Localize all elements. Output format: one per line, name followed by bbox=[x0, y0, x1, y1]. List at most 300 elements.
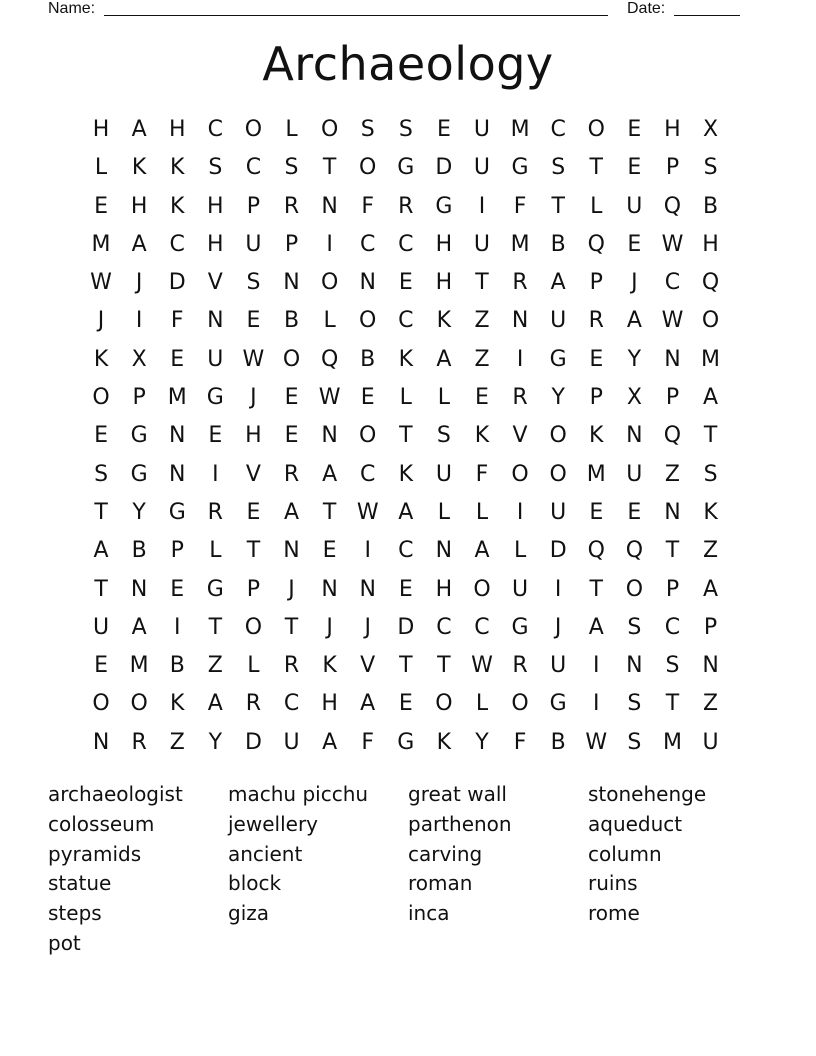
grid-cell: L bbox=[323, 308, 336, 334]
grid-cell: U bbox=[702, 729, 719, 755]
grid-cell: B bbox=[169, 653, 185, 679]
grid-cell: O bbox=[282, 346, 301, 372]
word-list-item: block bbox=[228, 871, 282, 896]
grid-cell: N bbox=[359, 576, 376, 602]
grid-cell: G bbox=[206, 385, 224, 411]
grid-cell: T bbox=[589, 155, 603, 181]
grid-cell: T bbox=[475, 270, 489, 296]
grid-cell: M bbox=[586, 461, 606, 487]
date-blank-line bbox=[674, 0, 740, 16]
grid-cell: W bbox=[356, 499, 379, 525]
grid-cell: R bbox=[283, 653, 300, 679]
grid-cell: C bbox=[398, 308, 414, 334]
grid-cell: E bbox=[627, 499, 642, 525]
grid-cell: W bbox=[242, 346, 265, 372]
grid-cell: E bbox=[246, 499, 261, 525]
grid-cell: T bbox=[208, 614, 223, 640]
grid-row bbox=[82, 264, 730, 302]
grid-cell: L bbox=[94, 155, 108, 181]
word-list-item: ruins bbox=[588, 871, 638, 896]
grid-cell: G bbox=[168, 499, 186, 525]
word-list-item: steps bbox=[48, 901, 102, 926]
word-list-item: machu picchu bbox=[228, 782, 369, 806]
grid-cell: C bbox=[398, 538, 414, 564]
word-list-item: pot bbox=[48, 930, 81, 955]
grid-cell: Q bbox=[587, 538, 605, 564]
grid-cell: E bbox=[436, 117, 451, 142]
grid-cell: U bbox=[626, 193, 643, 219]
grid-cell: A bbox=[436, 346, 452, 372]
grid-cell: D bbox=[435, 155, 453, 181]
grid-cell: S bbox=[208, 155, 223, 181]
grid-row bbox=[82, 226, 730, 264]
word-list-item: statue bbox=[48, 871, 112, 896]
grid-cell: D bbox=[549, 538, 567, 564]
grid-row bbox=[82, 341, 730, 379]
grid-cell: A bbox=[626, 308, 642, 334]
grid-cell: J bbox=[364, 614, 371, 640]
grid-cell: N bbox=[321, 193, 338, 219]
grid-cell: I bbox=[212, 461, 219, 487]
grid-cell: Z bbox=[474, 346, 490, 372]
grid-cell: U bbox=[245, 231, 262, 257]
grid-cell: E bbox=[170, 576, 185, 602]
grid-cell: M bbox=[662, 729, 682, 755]
grid-cell: P bbox=[589, 385, 603, 411]
grid-cell: N bbox=[207, 308, 224, 334]
grid-cell: O bbox=[625, 576, 644, 602]
grid-cell: P bbox=[589, 270, 603, 296]
grid-cell: O bbox=[435, 691, 453, 717]
grid-cell: Q bbox=[320, 346, 339, 372]
grid-cell: N bbox=[169, 461, 186, 487]
grid-cell: U bbox=[283, 729, 300, 755]
grid-cell: R bbox=[512, 385, 528, 411]
grid-cell: F bbox=[475, 461, 489, 487]
grid-cell: K bbox=[474, 423, 490, 449]
grid-cell: Y bbox=[208, 729, 223, 755]
grid-cell: T bbox=[246, 538, 261, 564]
grid-cell: O bbox=[244, 614, 263, 640]
grid-cell: O bbox=[359, 423, 377, 449]
grid-cell: E bbox=[94, 423, 108, 449]
page-title: Archaeology bbox=[262, 37, 554, 91]
word-list-item: parthenon bbox=[408, 811, 512, 836]
grid-cell: W bbox=[585, 729, 608, 755]
grid-cell: I bbox=[516, 346, 524, 372]
grid-cell: Q bbox=[625, 538, 644, 564]
grid-cell: H bbox=[92, 117, 110, 142]
grid-cell: M bbox=[510, 231, 530, 257]
grid-cell: Z bbox=[703, 691, 719, 717]
grid-cell: P bbox=[284, 231, 299, 257]
grid-cell: C bbox=[207, 117, 224, 142]
grid-cell: P bbox=[170, 538, 184, 564]
word-list bbox=[48, 780, 768, 959]
grid-cell: K bbox=[436, 308, 452, 334]
grid-cell: N bbox=[664, 499, 681, 525]
grid-cell: S bbox=[94, 461, 109, 487]
grid-cell: T bbox=[589, 576, 603, 602]
grid-cell: K bbox=[589, 423, 604, 449]
grid-cell: N bbox=[626, 423, 643, 449]
grid-cell: G bbox=[130, 423, 148, 449]
grid-cell: R bbox=[398, 193, 414, 219]
grid-cell: G bbox=[511, 155, 529, 181]
grid-cell: E bbox=[284, 385, 299, 411]
grid-cell: U bbox=[207, 346, 224, 372]
grid-cell: Q bbox=[663, 423, 682, 449]
grid-cell: E bbox=[589, 346, 604, 372]
grid-cell: G bbox=[397, 155, 415, 181]
grid-cell: Q bbox=[587, 231, 605, 257]
grid-cell: Q bbox=[663, 193, 682, 219]
grid-cell: T bbox=[399, 653, 413, 679]
grid-cell: H bbox=[168, 117, 186, 142]
grid-cell: I bbox=[173, 614, 181, 640]
grid-cell: A bbox=[322, 729, 338, 755]
word-list-item: giza bbox=[228, 901, 270, 926]
grid-cell: R bbox=[207, 499, 223, 525]
grid-cell: E bbox=[398, 270, 413, 296]
grid-cell: V bbox=[512, 423, 528, 449]
grid-cell: Z bbox=[664, 461, 680, 487]
grid-cell: C bbox=[436, 614, 452, 640]
grid-cell: E bbox=[627, 231, 642, 257]
grid-cell: N bbox=[130, 576, 148, 602]
grid-cell: E bbox=[475, 385, 489, 411]
grid-cell: Y bbox=[551, 385, 565, 411]
date-label: Date: bbox=[627, 0, 666, 17]
grid-cell: H bbox=[321, 691, 338, 717]
grid-cell: U bbox=[626, 461, 643, 487]
grid-cell: V bbox=[245, 461, 261, 487]
grid-cell: D bbox=[397, 614, 415, 640]
grid-cell: O bbox=[549, 423, 567, 449]
grid-cell: F bbox=[170, 308, 184, 334]
grid-cell: U bbox=[435, 461, 452, 487]
grid-cell: U bbox=[512, 576, 529, 602]
grid-cell: C bbox=[283, 691, 300, 717]
grid-cell: L bbox=[475, 691, 489, 717]
grid-cell: D bbox=[168, 270, 186, 296]
word-list-item: pyramids bbox=[48, 841, 142, 866]
grid-cell: T bbox=[322, 499, 337, 525]
letter-grid bbox=[82, 111, 730, 762]
grid-cell: N bbox=[283, 538, 300, 564]
grid-cell: Z bbox=[207, 653, 223, 679]
grid-cell: O bbox=[701, 308, 720, 334]
grid-cell: T bbox=[551, 193, 565, 219]
grid-cell: E bbox=[94, 653, 108, 679]
word-list-item: jewellery bbox=[228, 811, 318, 836]
header-line bbox=[48, 0, 748, 20]
grid-cell: N bbox=[92, 729, 110, 755]
grid-cell: A bbox=[93, 538, 109, 564]
grid-cell: F bbox=[361, 729, 375, 755]
word-list-item: rome bbox=[588, 901, 640, 926]
grid-cell: A bbox=[131, 117, 147, 142]
grid-cell: O bbox=[359, 308, 377, 334]
grid-cell: T bbox=[703, 423, 718, 449]
grid-cell: J bbox=[250, 385, 257, 411]
grid-cell: L bbox=[209, 538, 222, 564]
grid-cell: J bbox=[97, 308, 105, 334]
grid-cell: K bbox=[170, 155, 185, 181]
grid-cell: H bbox=[435, 270, 453, 296]
grid-cell: R bbox=[512, 270, 528, 296]
grid-cell: H bbox=[130, 193, 148, 219]
grid-cell: S bbox=[627, 691, 642, 717]
grid-cell: B bbox=[550, 231, 566, 257]
grid-cell: G bbox=[206, 576, 224, 602]
grid-cell: N bbox=[702, 653, 719, 679]
grid-cell: S bbox=[551, 155, 566, 181]
word-list-item: carving bbox=[408, 841, 483, 866]
grid-cell: U bbox=[550, 653, 567, 679]
grid-cell: A bbox=[131, 231, 147, 257]
grid-cell: B bbox=[283, 308, 300, 334]
grid-cell: F bbox=[361, 193, 375, 219]
grid-row bbox=[82, 571, 730, 609]
word-list-item: stonehenge bbox=[588, 782, 707, 806]
grid-cell: G bbox=[549, 346, 567, 372]
grid-cell: K bbox=[170, 193, 185, 219]
grid-cell: A bbox=[703, 385, 719, 411]
grid-cell: T bbox=[665, 691, 680, 717]
grid-cell: E bbox=[322, 538, 337, 564]
word-list-item: aqueduct bbox=[588, 811, 683, 836]
grid-cell: I bbox=[554, 576, 562, 602]
grid-cell: W bbox=[661, 308, 684, 334]
grid-row bbox=[82, 379, 730, 417]
grid-cell: N bbox=[169, 423, 186, 449]
grid-cell: K bbox=[436, 729, 452, 755]
grid-row bbox=[82, 724, 730, 762]
grid-cell: M bbox=[129, 653, 149, 679]
grid-cell: J bbox=[288, 576, 295, 602]
grid-cell: J bbox=[631, 270, 638, 296]
grid-row bbox=[82, 647, 730, 685]
grid-cell: T bbox=[94, 499, 108, 525]
grid-cell: I bbox=[135, 308, 143, 334]
grid-cell: E bbox=[360, 385, 375, 411]
grid-cell: J bbox=[326, 614, 333, 640]
grid-cell: A bbox=[474, 538, 490, 564]
grid-cell: E bbox=[589, 499, 604, 525]
grid-cell: C bbox=[360, 461, 376, 487]
grid-cell: G bbox=[397, 729, 415, 755]
grid-cell: E bbox=[627, 117, 642, 142]
grid-cell: S bbox=[627, 614, 642, 640]
grid-cell: Q bbox=[701, 270, 720, 296]
grid-cell: P bbox=[665, 385, 680, 411]
grid-cell: N bbox=[626, 653, 643, 679]
grid-cell: P bbox=[665, 155, 680, 181]
grid-cell: L bbox=[513, 538, 527, 564]
grid-cell: K bbox=[170, 691, 185, 717]
grid-cell: T bbox=[399, 423, 413, 449]
grid-cell: M bbox=[91, 231, 111, 257]
grid-cell: N bbox=[664, 346, 681, 372]
grid-cell: O bbox=[359, 155, 377, 181]
grid-cell: D bbox=[244, 729, 262, 755]
grid-cell: E bbox=[170, 346, 185, 372]
grid-cell: C bbox=[398, 231, 414, 257]
grid-cell: C bbox=[474, 614, 490, 640]
grid-cell: H bbox=[435, 231, 453, 257]
word-list-item: colosseum bbox=[48, 811, 155, 836]
grid-cell: A bbox=[703, 576, 719, 602]
grid-cell: W bbox=[90, 270, 112, 296]
grid-cell: L bbox=[247, 653, 260, 679]
grid-cell: T bbox=[437, 653, 451, 679]
grid-cell: L bbox=[437, 499, 451, 525]
grid-cell: E bbox=[627, 155, 642, 181]
word-list-item: ancient bbox=[228, 841, 303, 866]
grid-cell: R bbox=[283, 461, 300, 487]
grid-cell: A bbox=[283, 499, 300, 525]
grid-cell: R bbox=[131, 729, 147, 755]
grid-cell: R bbox=[588, 308, 604, 334]
grid-cell: Z bbox=[474, 308, 490, 334]
grid-cell: A bbox=[322, 461, 338, 487]
grid-cell: C bbox=[360, 231, 376, 257]
grid-cell: W bbox=[471, 653, 493, 679]
grid-cell: P bbox=[665, 576, 680, 602]
grid-cell: B bbox=[131, 538, 147, 564]
word-list-item: great wall bbox=[408, 782, 507, 806]
grid-cell: O bbox=[320, 270, 339, 296]
grid-cell: K bbox=[703, 499, 718, 525]
grid-cell: K bbox=[131, 155, 147, 181]
grid-cell: Z bbox=[169, 729, 185, 755]
grid-row bbox=[82, 188, 730, 226]
grid-cell: O bbox=[587, 117, 605, 142]
grid-row bbox=[82, 609, 730, 647]
grid-cell: X bbox=[626, 385, 642, 411]
grid-cell: A bbox=[398, 499, 414, 525]
grid-cell: M bbox=[510, 117, 530, 142]
grid-cell: O bbox=[473, 576, 491, 602]
grid-cell: U bbox=[473, 155, 491, 181]
grid-cell: P bbox=[132, 385, 146, 411]
grid-cell: C bbox=[245, 155, 262, 181]
grid-cell: U bbox=[473, 117, 491, 142]
grid-cell: X bbox=[131, 346, 147, 372]
grid-cell: R bbox=[283, 193, 300, 219]
grid-cell: O bbox=[244, 117, 263, 142]
grid-cell: S bbox=[703, 155, 718, 181]
grid-cell: F bbox=[513, 729, 527, 755]
grid-row bbox=[82, 685, 730, 723]
grid-cell: K bbox=[398, 461, 414, 487]
grid-cell: S bbox=[436, 423, 451, 449]
grid-cell: C bbox=[550, 117, 566, 142]
grid-cell: O bbox=[92, 691, 110, 717]
name-blank-line bbox=[104, 0, 608, 16]
grid-cell: S bbox=[627, 729, 642, 755]
grid-cell: E bbox=[246, 308, 261, 334]
grid-cell: L bbox=[285, 117, 298, 142]
grid-cell: O bbox=[549, 461, 567, 487]
grid-cell: U bbox=[92, 614, 110, 640]
grid-cell: S bbox=[703, 461, 718, 487]
grid-cell: B bbox=[360, 346, 376, 372]
grid-cell: P bbox=[703, 614, 718, 640]
grid-cell: M bbox=[167, 385, 187, 411]
grid-cell: I bbox=[516, 499, 524, 525]
grid-cell: J bbox=[135, 270, 143, 296]
grid-cell: W bbox=[661, 231, 684, 257]
grid-cell: K bbox=[398, 346, 414, 372]
grid-cell: A bbox=[588, 614, 604, 640]
grid-cell: B bbox=[550, 729, 566, 755]
grid-row bbox=[82, 149, 730, 187]
grid-cell: N bbox=[283, 270, 300, 296]
grid-cell: S bbox=[665, 653, 680, 679]
grid-cell: H bbox=[207, 193, 224, 219]
grid-cell: K bbox=[322, 653, 337, 679]
grid-cell: C bbox=[664, 614, 681, 640]
grid-cell: Y bbox=[475, 729, 489, 755]
word-list-item: archaeologist bbox=[48, 782, 183, 806]
grid-cell: A bbox=[550, 270, 566, 296]
grid-cell: T bbox=[665, 538, 680, 564]
grid-cell: H bbox=[435, 576, 453, 602]
grid-cell: T bbox=[284, 614, 299, 640]
grid-cell: I bbox=[593, 653, 600, 679]
grid-cell: S bbox=[398, 117, 413, 142]
grid-cell: E bbox=[398, 691, 413, 717]
grid-cell: Z bbox=[703, 538, 719, 564]
grid-cell: X bbox=[703, 117, 719, 142]
grid-cell: G bbox=[511, 614, 529, 640]
grid-cell: G bbox=[130, 461, 148, 487]
grid-cell: G bbox=[435, 193, 453, 219]
grid-cell: A bbox=[131, 614, 147, 640]
grid-cell: U bbox=[550, 308, 567, 334]
grid-cell: S bbox=[360, 117, 375, 142]
grid-cell: U bbox=[473, 231, 491, 257]
grid-cell: J bbox=[554, 614, 562, 640]
grid-cell: I bbox=[593, 691, 600, 717]
grid-cell: P bbox=[246, 576, 261, 602]
grid-cell: I bbox=[326, 231, 333, 257]
grid-cell: L bbox=[475, 499, 489, 525]
grid-cell: W bbox=[318, 385, 341, 411]
grid-cell: T bbox=[322, 155, 337, 181]
grid-cell: Y bbox=[132, 499, 146, 525]
grid-cell: H bbox=[702, 231, 719, 257]
grid-cell: H bbox=[245, 423, 262, 449]
grid-row bbox=[82, 302, 730, 340]
grid-cell: A bbox=[207, 691, 223, 717]
grid-cell: C bbox=[169, 231, 185, 257]
grid-cell: N bbox=[435, 538, 453, 564]
grid-cell: A bbox=[360, 691, 376, 717]
grid-row bbox=[82, 494, 730, 532]
grid-row bbox=[82, 111, 730, 149]
grid-cell: R bbox=[512, 653, 528, 679]
word-list-item: roman bbox=[408, 871, 473, 896]
grid-cell: G bbox=[549, 691, 567, 717]
grid-cell: K bbox=[93, 346, 109, 372]
grid-cell: L bbox=[437, 385, 451, 411]
grid-cell: L bbox=[590, 193, 603, 219]
grid-cell: N bbox=[511, 308, 529, 334]
grid-cell: S bbox=[284, 155, 299, 181]
